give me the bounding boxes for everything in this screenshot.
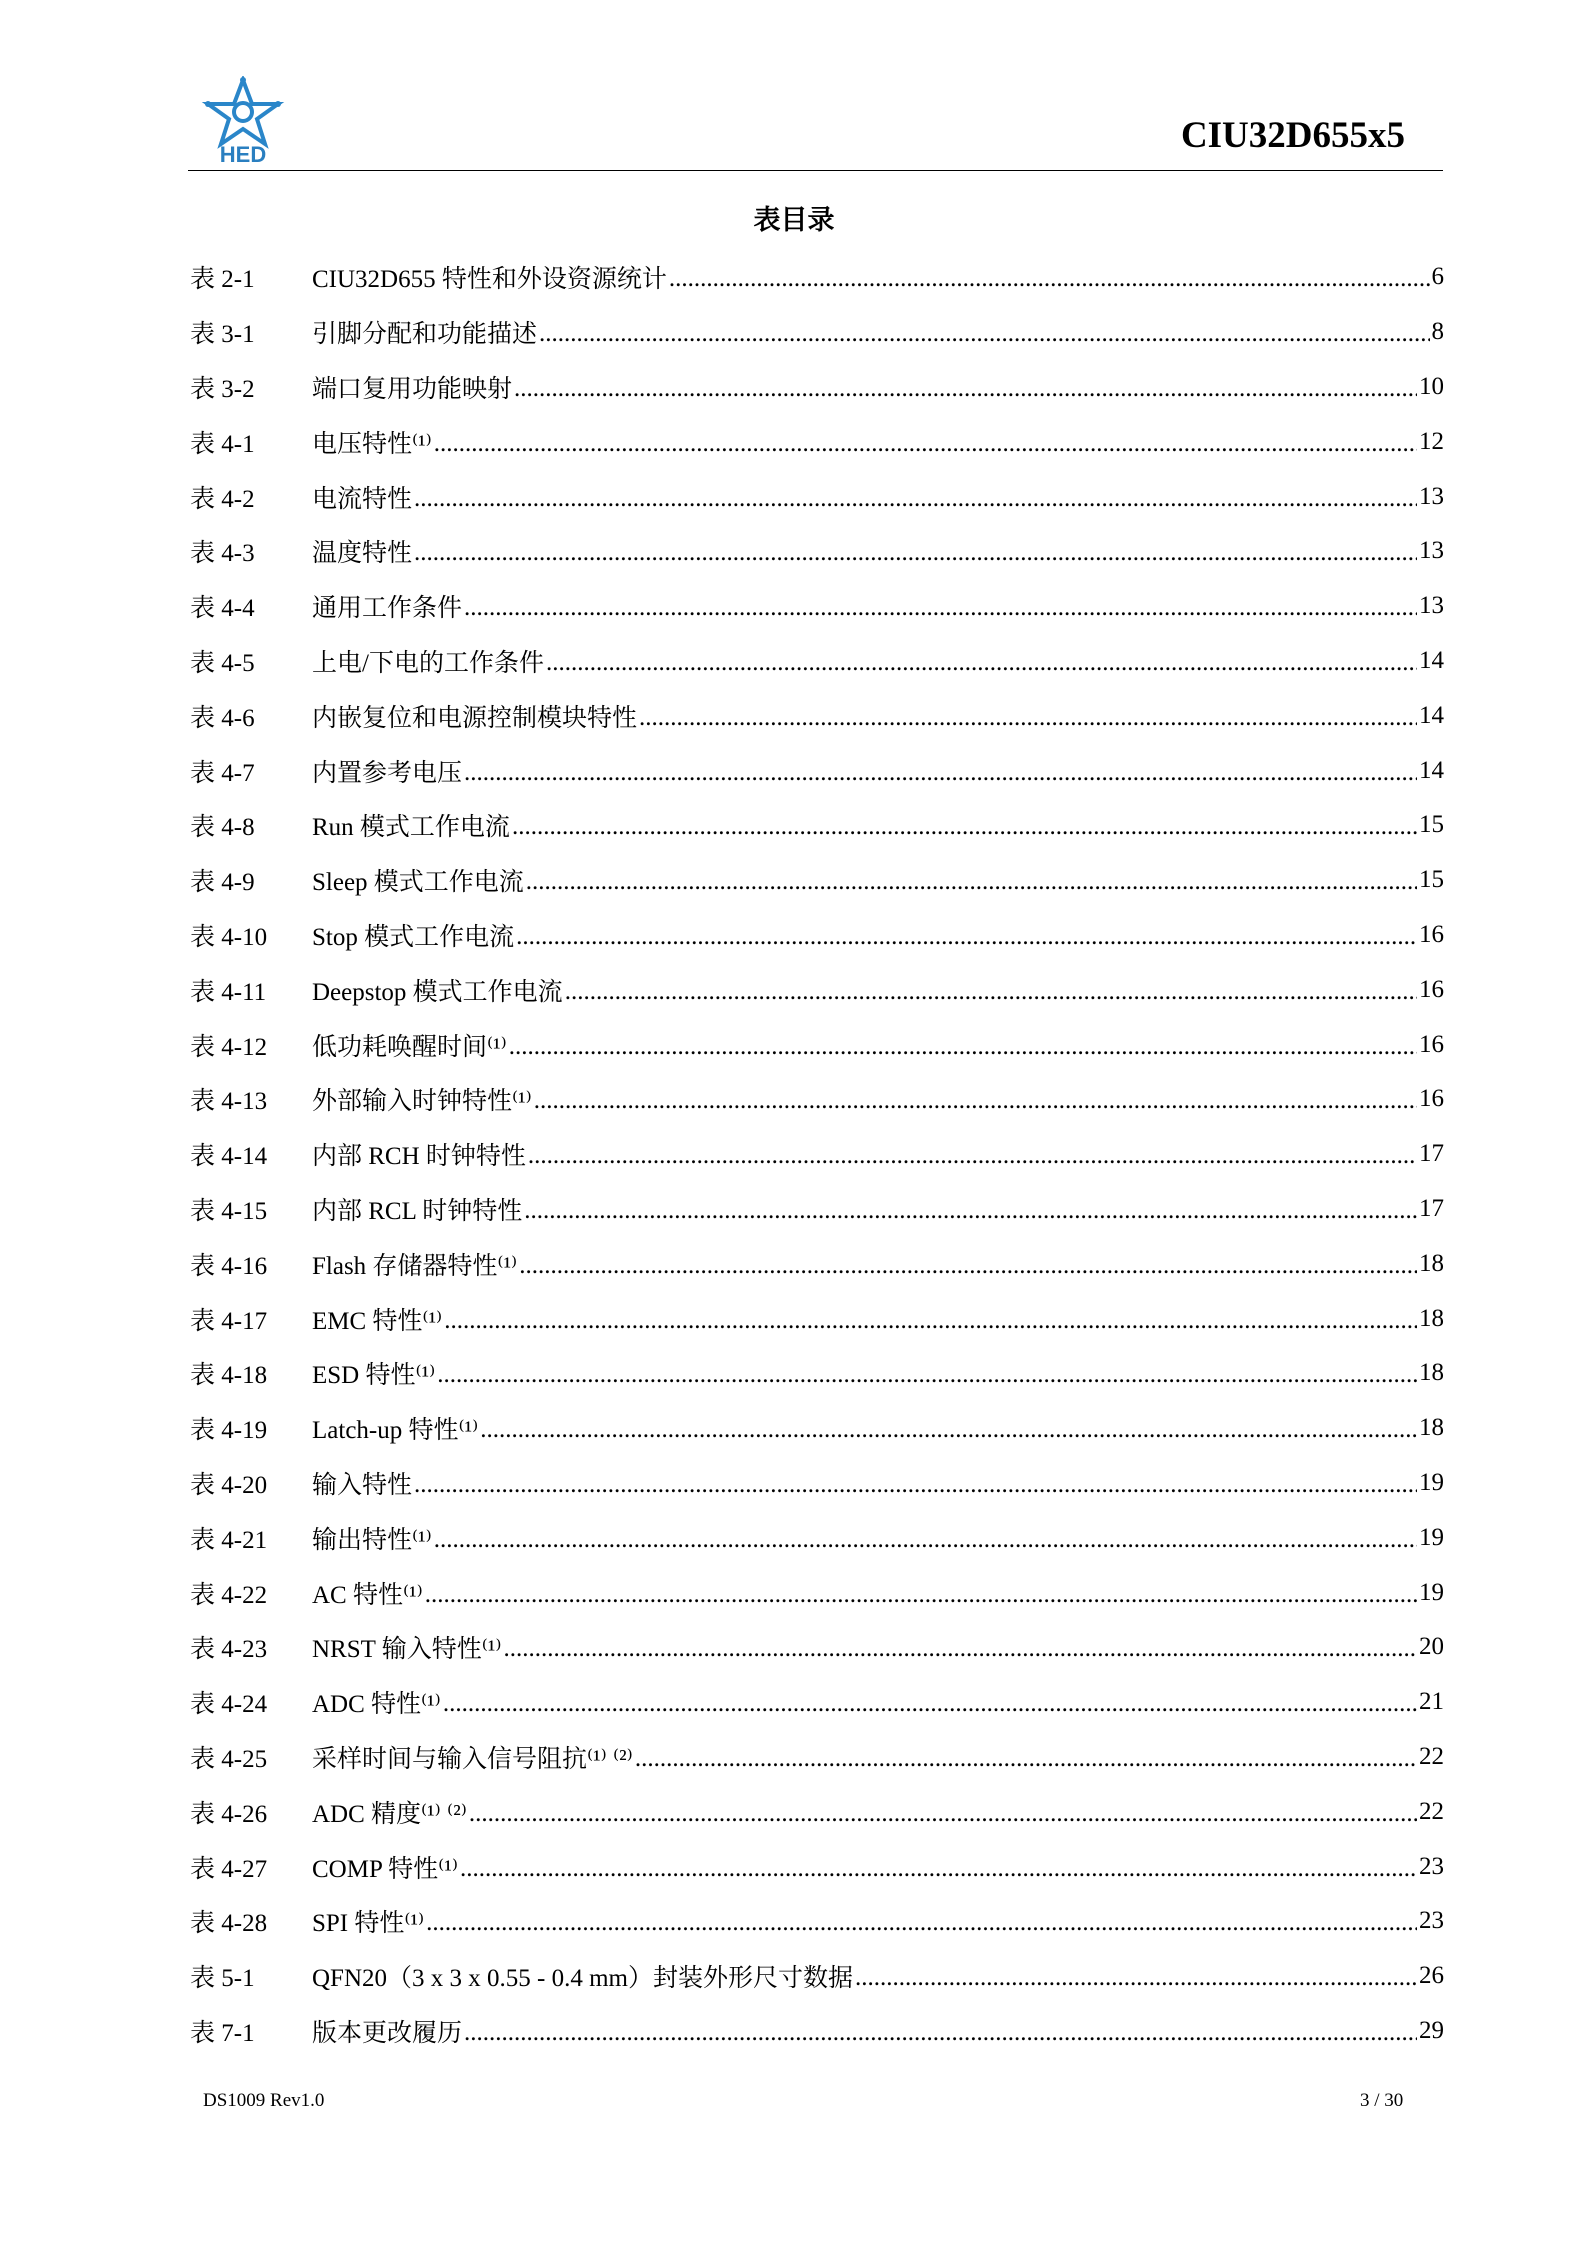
toc-entry-page[interactable]: 18 <box>1419 1249 1444 1277</box>
toc-leader-dots <box>425 1581 1417 1609</box>
header-rule <box>188 170 1443 171</box>
toc-entry[interactable] <box>190 1565 1444 1620</box>
toc-entry-label: 表 4-24 <box>190 1691 268 1719</box>
toc-entry-title[interactable]: ADC 特性⁽¹⁾ <box>312 1691 441 1719</box>
toc-leader-dots <box>414 485 1417 513</box>
toc-entry-label: 表 4-4 <box>190 595 255 623</box>
toc-leader-dots <box>426 1909 1417 1937</box>
toc-entry-page[interactable]: 13 <box>1419 482 1444 510</box>
toc-entry-page[interactable]: 23 <box>1419 1852 1444 1880</box>
toc-entry-title[interactable]: 版本更改履历 <box>312 2019 463 2047</box>
toc-entry-label: 表 4-20 <box>190 1471 268 1499</box>
toc-leader-dots <box>437 1361 1417 1389</box>
toc-entry-page[interactable]: 14 <box>1419 701 1444 729</box>
toc-entry[interactable] <box>190 908 1444 963</box>
toc-entry[interactable] <box>190 524 1444 579</box>
toc-leader-dots <box>503 1635 1417 1663</box>
toc-entry[interactable] <box>190 1182 1444 1237</box>
toc-entry[interactable] <box>190 579 1444 634</box>
toc-entry-title[interactable]: Stop 模式工作电流 <box>312 923 515 951</box>
toc-entry-label: 表 4-13 <box>190 1088 268 1116</box>
toc-entry-page[interactable]: 18 <box>1419 1304 1444 1332</box>
toc-entry-title[interactable]: AC 特性⁽¹⁾ <box>312 1581 423 1609</box>
toc-entry-title[interactable]: 输出特性⁽¹⁾ <box>312 1526 432 1554</box>
toc-entry-page[interactable]: 21 <box>1419 1688 1444 1716</box>
toc-title: 表目录 <box>753 205 835 236</box>
toc-leader-dots <box>546 649 1417 677</box>
toc-entry-page[interactable]: 15 <box>1419 811 1444 839</box>
toc-leader-dots <box>669 265 1430 293</box>
toc-entry-label: 表 4-12 <box>190 1033 268 1061</box>
toc-entry-label: 表 4-16 <box>190 1252 268 1280</box>
toc-entry-label: 表 2-1 <box>190 266 255 294</box>
toc-entry-title[interactable]: 内部 RCH 时钟特性 <box>312 1143 526 1171</box>
toc-entry-title[interactable]: 温度特性 <box>312 540 413 568</box>
toc-leader-dots <box>855 1964 1417 1992</box>
toc-entry-label: 表 4-2 <box>190 485 255 513</box>
hed-logo-icon <box>198 76 288 166</box>
toc-entry-title[interactable]: CIU32D655 特性和外设资源统计 <box>312 266 667 294</box>
page-header <box>188 70 1443 170</box>
toc-leader-dots <box>534 1087 1417 1115</box>
toc-entry-label: 表 4-28 <box>190 1910 268 1938</box>
toc-entry-label: 表 4-8 <box>190 814 255 842</box>
toc-entry[interactable] <box>190 1510 1444 1565</box>
toc-entry-page[interactable]: 18 <box>1419 1414 1444 1442</box>
toc-entry-label: 表 4-7 <box>190 759 255 787</box>
toc-entry-label: 表 7-1 <box>190 2019 255 2047</box>
toc-leader-dots <box>444 1307 1417 1335</box>
toc-entry-page[interactable]: 15 <box>1419 866 1444 894</box>
toc-entry-label: 表 4-18 <box>190 1362 268 1390</box>
toc-entry-label: 表 3-2 <box>190 375 255 403</box>
toc-leader-dots <box>464 594 1417 622</box>
toc-leader-dots <box>443 1690 1417 1718</box>
toc-entry[interactable] <box>190 305 1444 360</box>
table-of-tables <box>190 250 1444 2058</box>
toc-leader-dots <box>414 1471 1417 1499</box>
toc-entry-page[interactable]: 23 <box>1419 1907 1444 1935</box>
toc-entry-page[interactable]: 17 <box>1419 1140 1444 1168</box>
toc-entry-page[interactable]: 26 <box>1419 1962 1444 1990</box>
toc-leader-dots <box>516 923 1417 951</box>
toc-entry-label: 表 4-5 <box>190 649 255 677</box>
toc-leader-dots <box>514 375 1417 403</box>
toc-entry-label: 表 4-26 <box>190 1800 268 1828</box>
toc-entry-page[interactable]: 13 <box>1419 537 1444 565</box>
toc-entry-page[interactable]: 16 <box>1419 1085 1444 1113</box>
toc-leader-dots <box>460 1855 1417 1883</box>
toc-entry-label: 表 5-1 <box>190 1965 255 1993</box>
toc-entry[interactable] <box>190 1291 1444 1346</box>
toc-entry-label: 表 4-10 <box>190 923 268 951</box>
footer-doc-id: DS1009 Rev1.0 <box>203 2090 325 2111</box>
toc-leader-dots <box>519 1252 1417 1280</box>
footer-page-number: 3 / 30 <box>1360 2090 1404 2111</box>
toc-entry-page[interactable]: 13 <box>1419 592 1444 620</box>
toc-leader-dots <box>464 2019 1417 2047</box>
toc-entry-title[interactable]: NRST 输入特性⁽¹⁾ <box>312 1636 502 1664</box>
toc-entry-page[interactable]: 19 <box>1419 1578 1444 1606</box>
toc-leader-dots <box>434 1526 1417 1554</box>
toc-entry-title[interactable]: 上电/下电的工作条件 <box>312 649 544 677</box>
toc-entry[interactable] <box>190 1949 1444 2004</box>
toc-entry[interactable] <box>190 634 1444 689</box>
toc-entry-title[interactable]: QFN20（3 x 3 x 0.55 - 0.4 mm）封装外形尺寸数据 <box>312 1965 853 1993</box>
toc-entry-title[interactable]: Latch-up 特性⁽¹⁾ <box>312 1417 479 1445</box>
toc-entry[interactable] <box>190 1127 1444 1182</box>
toc-entry-title[interactable]: 引脚分配和功能描述 <box>312 321 538 349</box>
toc-leader-dots <box>509 1033 1417 1061</box>
toc-entry-title[interactable]: 端口复用功能映射 <box>312 375 513 403</box>
toc-entry-title[interactable]: 内置参考电压 <box>312 759 463 787</box>
toc-entry-title[interactable]: COMP 特性⁽¹⁾ <box>312 1855 458 1883</box>
toc-entry-label: 表 4-23 <box>190 1636 268 1664</box>
toc-leader-dots <box>539 320 1429 348</box>
toc-entry-title[interactable]: 内嵌复位和电源控制模块特性 <box>312 704 638 732</box>
toc-entry[interactable] <box>190 1784 1444 1839</box>
toc-entry[interactable] <box>190 360 1444 415</box>
toc-entry[interactable] <box>190 853 1444 908</box>
toc-entry-title[interactable]: Sleep 模式工作电流 <box>312 869 524 897</box>
toc-entry-title[interactable]: 内部 RCL 时钟特性 <box>312 1197 523 1225</box>
toc-leader-dots <box>528 1142 1417 1170</box>
toc-entry-title[interactable]: Run 模式工作电流 <box>312 814 510 842</box>
toc-entry[interactable] <box>190 688 1444 743</box>
toc-entry-title[interactable]: 外部输入时钟特性⁽¹⁾ <box>312 1088 532 1116</box>
toc-entry-label: 表 4-27 <box>190 1855 268 1883</box>
toc-leader-dots <box>464 759 1417 787</box>
toc-entry-page[interactable]: 17 <box>1419 1194 1444 1222</box>
toc-entry[interactable] <box>190 1017 1444 1072</box>
toc-entry-label: 表 4-22 <box>190 1581 268 1609</box>
toc-entry[interactable] <box>190 414 1444 469</box>
toc-entry-page[interactable]: 16 <box>1419 975 1444 1003</box>
toc-entry-page[interactable]: 16 <box>1419 920 1444 948</box>
toc-entry-title[interactable]: Flash 存储器特性⁽¹⁾ <box>312 1252 518 1280</box>
toc-entry-page[interactable]: 16 <box>1419 1030 1444 1058</box>
toc-entry-label: 表 3-1 <box>190 321 255 349</box>
toc-leader-dots <box>512 813 1417 841</box>
toc-entry-label: 表 4-19 <box>190 1417 268 1445</box>
toc-entry-page[interactable]: 6 <box>1431 263 1444 291</box>
toc-entry-title[interactable]: 采样时间与输入信号阻抗⁽¹⁾ ⁽²⁾ <box>312 1745 633 1773</box>
toc-entry[interactable] <box>190 1072 1444 1127</box>
toc-entry-label: 表 4-6 <box>190 704 255 732</box>
toc-entry-title[interactable]: Deepstop 模式工作电流 <box>312 978 563 1006</box>
toc-entry[interactable] <box>190 1730 1444 1785</box>
toc-entry-page[interactable]: 22 <box>1419 1797 1444 1825</box>
toc-leader-dots <box>434 430 1417 458</box>
toc-entry-title[interactable]: 低功耗唤醒时间⁽¹⁾ <box>312 1033 507 1061</box>
toc-leader-dots <box>635 1745 1417 1773</box>
toc-leader-dots <box>565 978 1417 1006</box>
toc-entry-page[interactable]: 10 <box>1419 372 1444 400</box>
toc-entry-label: 表 4-15 <box>190 1197 268 1225</box>
toc-entry-label: 表 4-3 <box>190 540 255 568</box>
toc-entry-page[interactable]: 8 <box>1431 318 1444 346</box>
toc-entry-label: 表 4-17 <box>190 1307 268 1335</box>
toc-leader-dots <box>480 1416 1417 1444</box>
toc-leader-dots <box>469 1800 1417 1828</box>
toc-entry[interactable] <box>190 1401 1444 1456</box>
toc-entry-page[interactable]: 22 <box>1419 1742 1444 1770</box>
toc-leader-dots <box>414 539 1417 567</box>
toc-entry-page[interactable]: 19 <box>1419 1468 1444 1496</box>
toc-entry-label: 表 4-14 <box>190 1143 268 1171</box>
toc-entry[interactable] <box>190 1620 1444 1675</box>
toc-entry-title[interactable]: EMC 特性⁽¹⁾ <box>312 1307 443 1335</box>
toc-entry-title[interactable]: 电流特性 <box>312 485 413 513</box>
toc-entry[interactable] <box>190 1894 1444 1949</box>
toc-entry-title[interactable]: ESD 特性⁽¹⁾ <box>312 1362 436 1390</box>
logo-text: HED <box>219 142 267 166</box>
toc-leader-dots <box>526 868 1417 896</box>
toc-entry-label: 表 4-25 <box>190 1745 268 1773</box>
toc-entry-page[interactable]: 14 <box>1419 646 1444 674</box>
toc-entry-page[interactable]: 12 <box>1419 427 1444 455</box>
toc-entry-title[interactable]: SPI 特性⁽¹⁾ <box>312 1910 425 1938</box>
toc-leader-dots <box>524 1197 1417 1225</box>
toc-entry[interactable] <box>190 1675 1444 1730</box>
toc-entry-label: 表 4-11 <box>190 978 267 1006</box>
toc-entry[interactable] <box>190 1236 1444 1291</box>
toc-entry-page[interactable]: 29 <box>1419 2016 1444 2044</box>
toc-entry[interactable] <box>190 250 1444 305</box>
toc-entry-page[interactable]: 18 <box>1419 1359 1444 1387</box>
toc-entry[interactable] <box>190 798 1444 853</box>
toc-entry-page[interactable]: 20 <box>1419 1633 1444 1661</box>
toc-entry[interactable] <box>190 1839 1444 1894</box>
toc-entry[interactable] <box>190 2004 1444 2059</box>
toc-entry-title[interactable]: 通用工作条件 <box>312 595 463 623</box>
toc-entry-title[interactable]: 输入特性 <box>312 1471 413 1499</box>
toc-entry-label: 表 4-9 <box>190 869 255 897</box>
toc-entry[interactable] <box>190 1456 1444 1511</box>
toc-entry[interactable] <box>190 743 1444 798</box>
toc-entry-label: 表 4-1 <box>190 430 255 458</box>
toc-entry-label: 表 4-21 <box>190 1526 268 1554</box>
toc-entry-title[interactable]: ADC 精度⁽¹⁾ ⁽²⁾ <box>312 1800 467 1828</box>
toc-entry[interactable] <box>190 469 1444 524</box>
toc-entry-title[interactable]: 电压特性⁽¹⁾ <box>312 430 432 458</box>
toc-entry[interactable] <box>190 962 1444 1017</box>
toc-entry-page[interactable]: 14 <box>1419 756 1444 784</box>
toc-entry[interactable] <box>190 1346 1444 1401</box>
toc-leader-dots <box>639 704 1417 732</box>
document-title: CIU32D655x5 <box>1180 115 1405 156</box>
toc-entry-page[interactable]: 19 <box>1419 1523 1444 1551</box>
